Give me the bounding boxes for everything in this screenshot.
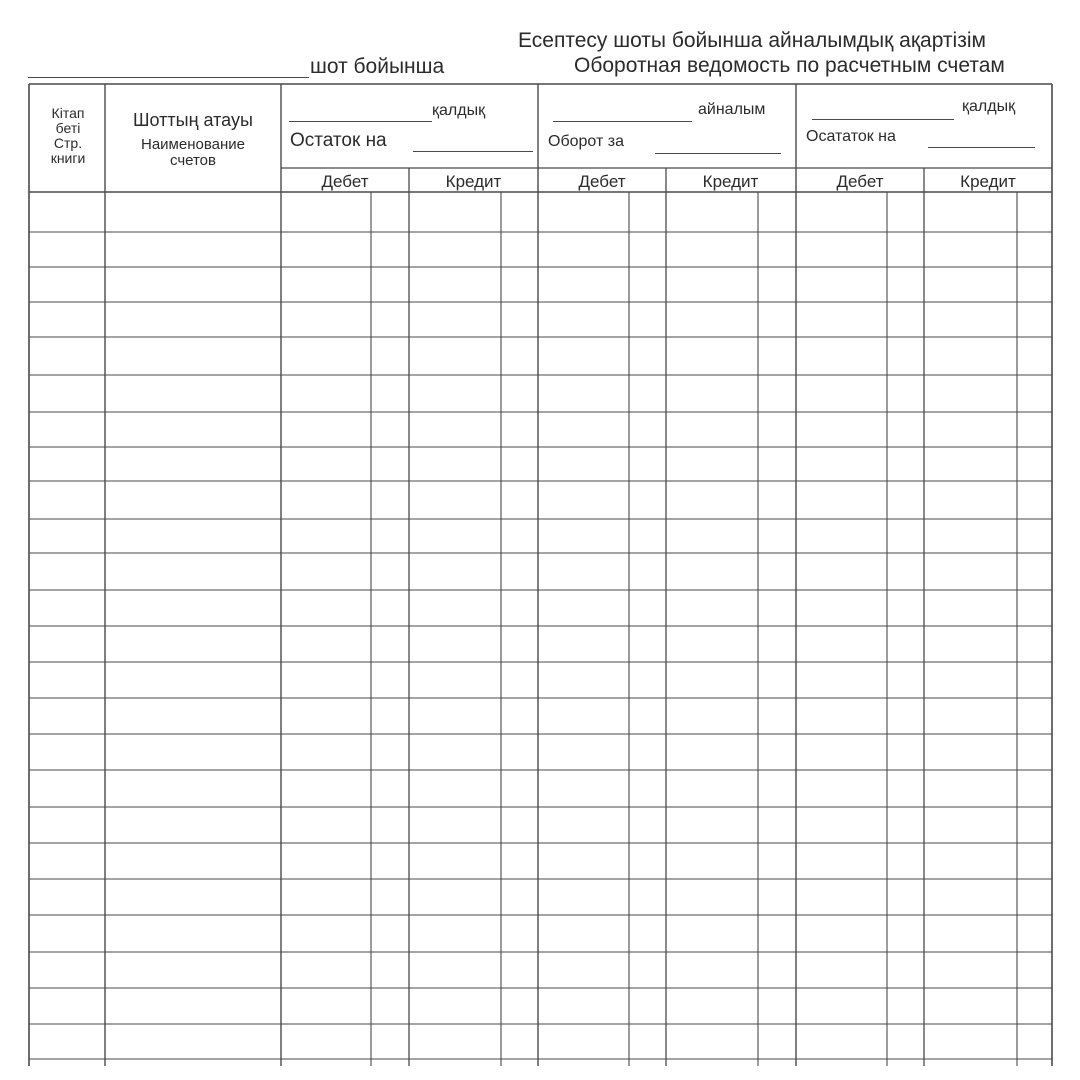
turnover-credit: Кредит xyxy=(702,172,759,191)
page-label-kz-1: Кітап xyxy=(51,105,85,121)
turnover-debit: Дебет xyxy=(578,172,626,191)
balance-close-kz: қалдық xyxy=(962,98,1016,115)
column-header-name-ru xyxy=(105,137,281,169)
turnover-blank-1 xyxy=(553,121,692,122)
balance-open-debit: Дебет xyxy=(321,172,369,191)
column-header-name-kz: Шоттың атауы xyxy=(133,110,253,130)
balance-open-credit: Кредит xyxy=(445,172,502,191)
name-ru-line-2: счетов xyxy=(169,152,216,169)
balance-open-kz: қалдық xyxy=(432,102,486,119)
page-label-ru-1: Стр. xyxy=(53,135,83,151)
balance-close-blank-2 xyxy=(928,147,1035,148)
page-label-kz-2: беті xyxy=(55,120,81,136)
title-russian: Оборотная ведомость по расчетным счетам xyxy=(574,54,1005,77)
account-blank-line xyxy=(28,77,309,78)
turnover-kz: айналым xyxy=(698,101,766,118)
balance-close-credit: Кредит xyxy=(960,172,1016,191)
title-kazakh: Есептесу шоты бойынша айналымдық ақартізім xyxy=(518,29,986,52)
balance-close-blank-1 xyxy=(812,119,954,120)
account-suffix: шот бойынша xyxy=(310,55,445,78)
balance-open-ru: Остаток на xyxy=(290,130,387,151)
balance-open-blank-2 xyxy=(413,151,533,152)
name-ru-line-1: Наименование xyxy=(141,136,245,153)
turnover-blank-2 xyxy=(655,153,781,154)
turnover-ru: Оборот за xyxy=(548,133,624,150)
page-label-ru-2: книги xyxy=(50,150,86,166)
balance-close-debit: Дебет xyxy=(836,172,884,191)
balance-open-blank-1 xyxy=(289,121,432,122)
column-header-page xyxy=(30,106,106,166)
balance-close-ru: Осататок на xyxy=(806,128,896,145)
